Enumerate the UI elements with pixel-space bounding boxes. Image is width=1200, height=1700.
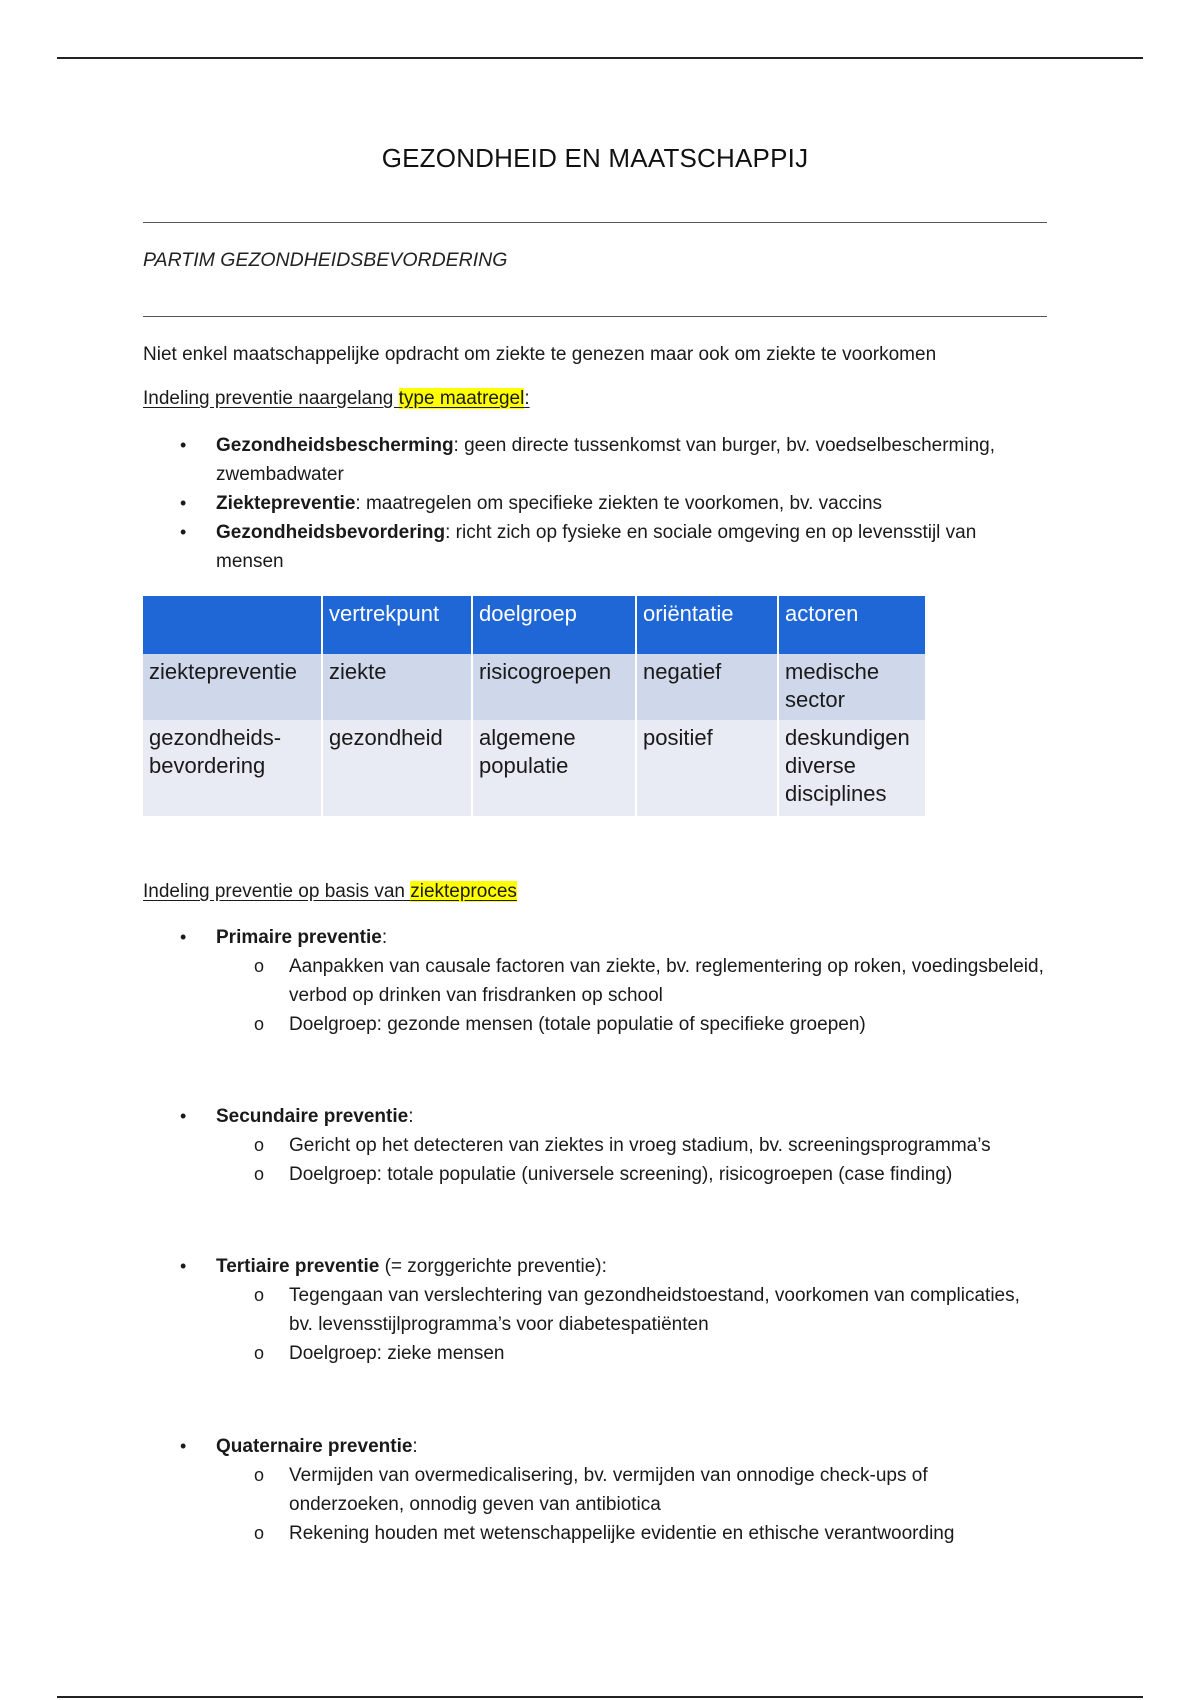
sub-list-item: o Doelgroep: gezonde mensen (totale populatie of specifieke groepen) xyxy=(216,1010,1047,1039)
table-cell: ziekte xyxy=(322,654,472,720)
sub-list-item: o Vermijden van overmedicalisering, bv. vermijden van onnodige check-ups of onderzoeken, onnodig geven van antibiotica xyxy=(216,1461,1047,1519)
section1-heading xyxy=(143,384,530,413)
table-cell: negatief xyxy=(636,654,778,720)
table-cell: gezondheid xyxy=(322,720,472,816)
table-cell: medische sector xyxy=(778,654,925,720)
table-cell: deskundigen diverse disciplines xyxy=(778,720,925,816)
table-header-cell: oriëntatie xyxy=(636,596,778,654)
document-title: GEZONDHEID EN MAATSCHAPPIJ xyxy=(381,143,809,173)
sub-list-item: o Aanpakken van causale factoren van ziekte, bv. reglementering op roken, voedingsbeleid, verbod op drinken van frisdranken op school xyxy=(216,952,1047,1010)
group-suffix: : xyxy=(408,1106,414,1127)
list-item xyxy=(143,518,1047,576)
subtitle-separator xyxy=(143,316,1047,317)
list-item-text: : geen directe tussenkomst van burger, bv. voedselbescherming, zwembadwater xyxy=(216,435,995,485)
list-item xyxy=(143,431,1047,489)
list-item xyxy=(143,489,1047,518)
section2-heading xyxy=(143,877,517,906)
prevention-comparison-table xyxy=(143,596,925,816)
sub-list xyxy=(216,1461,1047,1548)
list-item xyxy=(143,1102,1047,1189)
table-row xyxy=(143,654,925,720)
table-header-cell: doelgroep xyxy=(472,596,636,654)
secondary-prevention-group xyxy=(143,1102,1047,1189)
primary-prevention-group xyxy=(143,923,1047,1039)
table-cell: ziektepreventie xyxy=(143,654,322,720)
table-header-cell xyxy=(143,596,322,654)
intro-paragraph: Niet enkel maatschappelijke opdracht om ziekte te genezen maar ook om ziekte te voorkomen xyxy=(143,344,937,365)
sub-list xyxy=(216,1281,1047,1368)
tertiary-prevention-group xyxy=(143,1252,1047,1368)
group-term: Secundaire preventie xyxy=(216,1106,409,1127)
section2-heading-highlight: ziekteproces xyxy=(410,881,517,902)
list-item-term: Gezondheidsbescherming xyxy=(216,435,454,456)
group-term: Tertiaire preventie xyxy=(216,1256,380,1277)
page-top-rule xyxy=(57,57,1143,59)
section2-heading-prefix: Indeling preventie op basis van xyxy=(143,881,411,902)
table-cell: risicogroepen xyxy=(472,654,636,720)
sub-list xyxy=(216,1131,1047,1189)
sub-list xyxy=(216,952,1047,1039)
sub-list-item: o Doelgroep: totale populatie (universele screening), risicogroepen (case finding) xyxy=(216,1160,1047,1189)
table-header-cell: vertrekpunt xyxy=(322,596,472,654)
section1-heading-highlight: type maatregel xyxy=(398,388,525,409)
table-cell: gezondheids-bevordering xyxy=(143,720,322,816)
table-header-row xyxy=(143,596,925,654)
title-separator xyxy=(143,222,1047,223)
document-subtitle: PARTIM GEZONDHEIDSBEVORDERING xyxy=(143,249,508,271)
group-suffix: : xyxy=(412,1436,418,1457)
list-item-text: : richt zich op fysieke en sociale omgeving en op levensstijl van mensen xyxy=(216,522,977,572)
group-term: Primaire preventie xyxy=(216,927,382,948)
section1-heading-suffix: : xyxy=(524,388,530,409)
sub-list-item: o Rekening houden met wetenschappelijke evidentie en ethische verantwoording xyxy=(216,1519,1047,1548)
group-term: Quaternaire preventie xyxy=(216,1436,413,1457)
sub-list-item: o Gericht op het detecteren van ziektes in vroeg stadium, bv. screeningsprogramma’s xyxy=(216,1131,1047,1160)
section1-heading-prefix: Indeling preventie naargelang xyxy=(143,388,399,409)
group-suffix: (= zorggerichte preventie): xyxy=(379,1256,607,1277)
table-row xyxy=(143,720,925,816)
sub-list-item: o Doelgroep: zieke mensen xyxy=(216,1339,1047,1368)
list-item xyxy=(143,923,1047,1039)
table-header-cell: actoren xyxy=(778,596,925,654)
group-suffix: : xyxy=(381,927,388,948)
page-bottom-rule xyxy=(57,1696,1143,1698)
sub-list-item: o Tegengaan van verslechtering van gezondheidstoestand, voorkomen van complicaties, bv. levensstijlprogramma’s voor diabetespatiënten xyxy=(216,1281,1047,1339)
list-item-term: Ziektepreventie xyxy=(216,493,356,514)
list-item xyxy=(143,1432,1047,1548)
list-item-term: Gezondheidsbevordering xyxy=(216,522,446,543)
list-item xyxy=(143,1252,1047,1368)
list-item-text: : maatregelen om specifieke ziekten te voorkomen, bv. vaccins xyxy=(355,493,883,514)
quaternary-prevention-group xyxy=(143,1432,1047,1548)
table-cell: positief xyxy=(636,720,778,816)
table-cell: algemene populatie xyxy=(472,720,636,816)
section1-list xyxy=(143,431,1047,576)
